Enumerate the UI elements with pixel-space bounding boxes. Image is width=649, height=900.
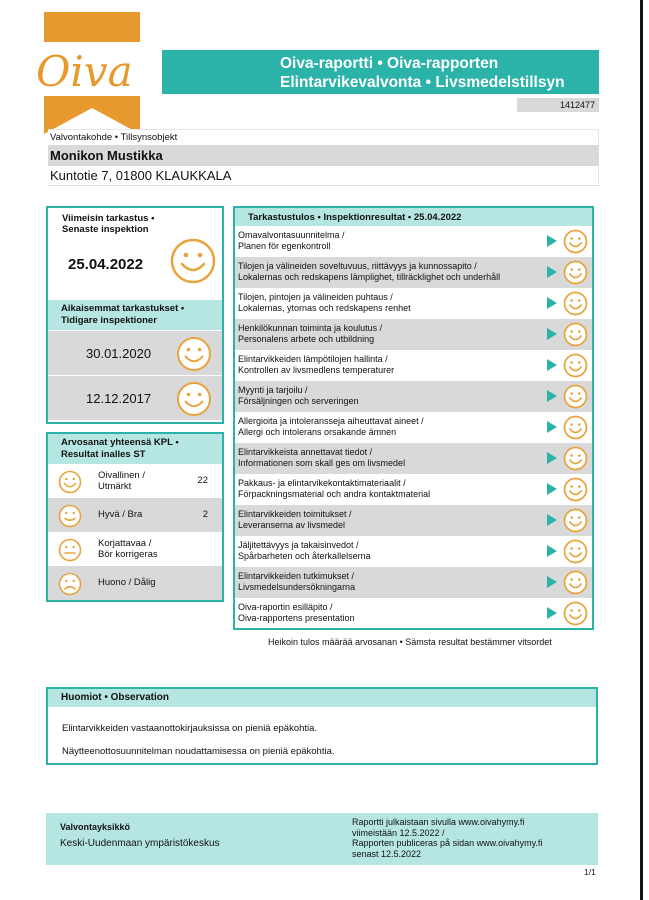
report-id: 1412477 (517, 98, 599, 112)
supervision-unit-name: Keski-Uudenmaan ympäristökeskus (60, 838, 220, 849)
result-label-fi: Jäljitettävyys ja takaisinvedot / (238, 540, 359, 550)
grading-footnote: Heikoin tulos määrää arvosanan • Sämsta resultat bestämmer vitsordet (268, 637, 552, 647)
grade-row-hyva (48, 498, 222, 532)
latest-inspection-title-sv: Senaste inspektion (62, 224, 149, 235)
result-text (238, 230, 543, 251)
smiley-oivallinen-icon (563, 477, 588, 502)
publication-line: viimeistään 12.5.2022 / (352, 827, 445, 838)
result-text (238, 416, 543, 437)
previous-inspections-title-sv: Tidigare inspektioner (61, 315, 157, 326)
grade-label-sv: Bör korrigeras (98, 549, 158, 560)
observation-item: Näytteenottosuunnitelman noudattamisessa on pieniä epäkohtia. (62, 746, 335, 757)
grade-row-korjattavaa (48, 532, 222, 566)
subject-address: Kuntotie 7, 01800 KLAUKKALA (48, 166, 599, 186)
result-row (235, 412, 592, 443)
result-label-fi: Omavalvontasuunnitelma / (238, 230, 345, 240)
grade-label-sv: Utmärkt (98, 481, 132, 492)
grade-label-fi: Oivallinen / (98, 470, 145, 481)
previous-inspections-header (48, 300, 222, 330)
result-row (235, 474, 592, 505)
inspection-results-panel (233, 206, 594, 630)
arrow-right-icon (547, 421, 557, 433)
logo-text: Oiva (36, 47, 133, 96)
header-title-line1: Oiva-raportti • Oiva-rapporten (280, 55, 499, 72)
result-label-fi: Elintarvikkeiden tutkimukset / (238, 571, 355, 581)
smiley-oivallinen-icon (563, 384, 588, 409)
publication-line: Raportti julkaistaan sivulla www.oivahymy.fi (352, 817, 525, 827)
arrow-right-icon (547, 514, 557, 526)
arrow-right-icon (547, 359, 557, 371)
smiley-oivallinen-icon (563, 508, 588, 533)
result-label-sv: Informationen som skall ges om livsmedel (238, 457, 406, 468)
arrow-right-icon (547, 297, 557, 309)
previous-inspection-date: 30.01.2020 (86, 346, 152, 361)
grade-label-fi: Korjattavaa / (98, 538, 152, 549)
smiley-oivallinen-icon (176, 336, 212, 372)
result-label-sv: Allergi och intolerans orsakande ämnen (238, 426, 397, 437)
grade-count: 22 (197, 475, 208, 486)
smiley-oivallinen-icon (176, 381, 212, 417)
smiley-oivallinen-icon (563, 446, 588, 471)
result-text (238, 385, 543, 406)
grade-label: Huono / Dålig (98, 577, 156, 588)
result-label-sv: Planen för egenkontroll (238, 240, 331, 251)
inspection-history-panel (46, 206, 224, 424)
result-label-fi: Myynti ja tarjoilu / (238, 385, 308, 395)
previous-inspection-row (48, 375, 222, 420)
result-text (238, 478, 543, 499)
result-label-sv: Kontrollen av livsmedlens temperaturer (238, 364, 395, 375)
subject-name: Monikon Mustikka (48, 145, 599, 166)
result-text (238, 602, 543, 623)
smiley-oivallinen-icon (563, 229, 588, 254)
grades-header (48, 434, 222, 464)
smiley-oivallinen-icon (563, 539, 588, 564)
smiley-neutral-icon (58, 538, 82, 562)
smiley-good-icon (58, 504, 82, 528)
result-label-sv: Lokalernas och redskapens lämplighet, tillräcklighet och underhåll (238, 271, 501, 282)
result-text (238, 540, 543, 561)
grades-title-fi: Arvosanat yhteensä KPL • (61, 437, 179, 448)
result-text (238, 354, 543, 375)
results-list (235, 226, 592, 629)
arrow-right-icon (547, 390, 557, 402)
grade-count: 2 (202, 509, 208, 520)
subject-label: Valvontakohde • Tillsynsobjekt (48, 129, 599, 145)
result-text (238, 323, 543, 344)
page-edge-line (640, 0, 643, 900)
result-label-sv: Leveranserna av livsmedel (238, 519, 346, 530)
report-header-banner (162, 50, 599, 94)
result-label-fi: Henkilökunnan toiminta ja koulutus / (238, 323, 383, 333)
grades-summary-panel (46, 432, 224, 602)
report-footer (46, 813, 598, 865)
smiley-oivallinen-icon (563, 415, 588, 440)
arrow-right-icon (547, 607, 557, 619)
smiley-oivallinen-icon (563, 322, 588, 347)
result-row (235, 350, 592, 381)
result-row (235, 567, 592, 598)
previous-inspection-row (48, 330, 222, 375)
smiley-oivallinen-icon (563, 260, 588, 285)
supervision-unit-label: Valvontayksikkö (60, 822, 131, 832)
result-label-sv: Livsmedelsundersökningarna (238, 581, 356, 592)
latest-inspection (48, 208, 222, 300)
smiley-sad-icon (58, 572, 82, 596)
page-number: 1/1 (584, 867, 596, 877)
result-label-sv: Spårbarheten och återkallelserna (238, 550, 371, 561)
result-label-fi: Pakkaus- ja elintarvikekontaktimateriaalit / (238, 478, 406, 488)
arrow-right-icon (547, 483, 557, 495)
grade-label: Hyvä / Bra (98, 509, 143, 520)
result-label-sv: Personalens arbete och utbildning (238, 333, 375, 344)
result-label-fi: Tilojen, pintojen ja välineiden puhtaus / (238, 292, 393, 302)
result-text (238, 509, 543, 530)
result-text (238, 571, 543, 592)
observations-header: Huomiot • Observation (48, 689, 596, 707)
publication-line: Rapporten publiceras på sidan www.oivahymy.fi (352, 838, 543, 848)
previous-inspections-title-fi: Aikaisemmat tarkastukset • (61, 303, 185, 314)
result-text (238, 447, 543, 468)
result-label-fi: Elintarvikkeista annettavat tiedot / (238, 447, 373, 457)
result-row (235, 443, 592, 474)
smiley-happy-icon (58, 470, 82, 494)
smiley-oivallinen-icon (563, 291, 588, 316)
grade-row-huono (48, 566, 222, 600)
latest-inspection-date: 25.04.2022 (68, 256, 144, 273)
smiley-oivallinen-icon (170, 238, 216, 284)
result-row (235, 536, 592, 567)
result-row (235, 257, 592, 288)
latest-inspection-title-fi: Viimeisin tarkastus • (62, 213, 155, 224)
result-label-sv: Oiva-rapportens presentation (238, 612, 355, 623)
result-row (235, 598, 592, 629)
result-row (235, 288, 592, 319)
arrow-right-icon (547, 576, 557, 588)
publication-notice (352, 817, 542, 859)
previous-inspection-date: 12.12.2017 (86, 391, 152, 406)
result-row (235, 319, 592, 350)
observation-item: Elintarvikkeiden vastaanottokirjauksissa on pieniä epäkohtia. (62, 723, 318, 734)
grades-title-sv: Resultat inalles ST (61, 449, 146, 460)
oiva-logo (30, 12, 154, 134)
result-label-fi: Elintarvikkeiden lämpötilojen hallinta / (238, 354, 388, 364)
result-label-sv: Förpackningsmaterial och andra kontaktmaterial (238, 488, 431, 499)
results-header: Tarkastustulos • Inspektionresultat • 25.04.2022 (235, 208, 592, 226)
result-label-fi: Tilojen ja välineiden soveltuvuus, riittävyys ja kunnossapito / (238, 261, 477, 271)
result-text (238, 292, 543, 313)
header-title-line2: Elintarvikevalvonta • Livsmedelstillsyn (280, 74, 565, 91)
result-text (238, 261, 543, 282)
arrow-right-icon (547, 545, 557, 557)
smiley-oivallinen-icon (563, 601, 588, 626)
arrow-right-icon (547, 328, 557, 340)
arrow-right-icon (547, 266, 557, 278)
result-row (235, 505, 592, 536)
smiley-oivallinen-icon (563, 570, 588, 595)
result-label-fi: Allergioita ja intoleransseja aiheuttavat aineet / (238, 416, 424, 426)
publication-line: senast 12.5.2022 (352, 848, 422, 859)
arrow-right-icon (547, 235, 557, 247)
observations-panel (46, 687, 598, 765)
result-label-fi: Oiva-raportin esilläpito / (238, 602, 333, 612)
grade-row-oivallinen (48, 464, 222, 498)
arrow-right-icon (547, 452, 557, 464)
smiley-oivallinen-icon (563, 353, 588, 378)
result-label-sv: Försäljningen och serveringen (238, 395, 359, 406)
result-row (235, 381, 592, 412)
result-label-sv: Lokalernas, ytornas och redskapens renhet (238, 302, 411, 313)
result-row (235, 226, 592, 257)
result-label-fi: Elintarvikkeiden toimitukset / (238, 509, 352, 519)
